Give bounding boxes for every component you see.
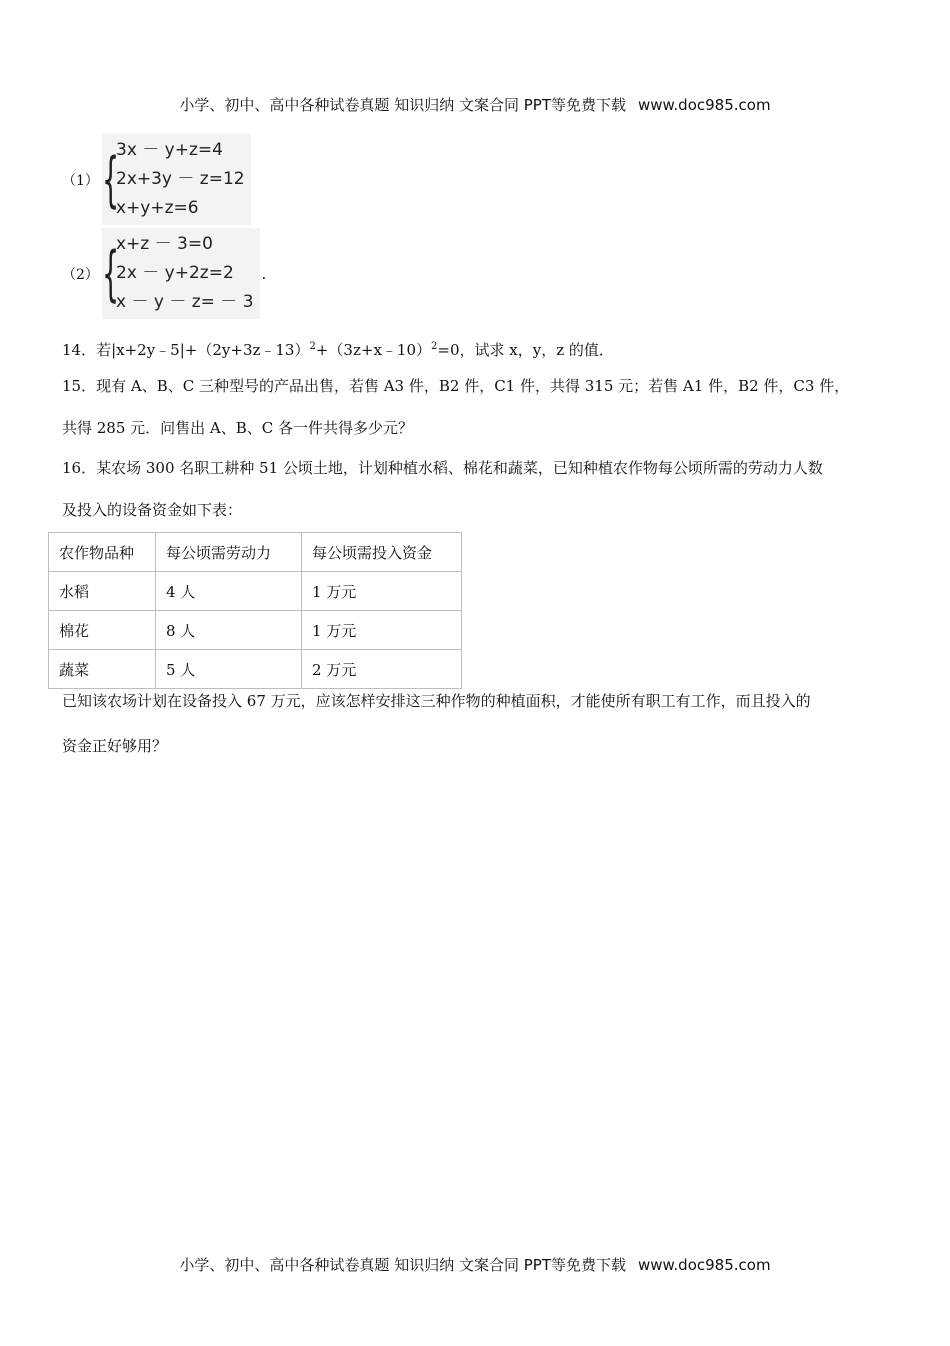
equation-system-1 [62, 134, 251, 225]
problem-14-exp2: 2 [431, 341, 438, 352]
system-1-eq-1: 3x － y+z=4 [116, 140, 223, 160]
table-row [49, 572, 462, 611]
table-header-row [49, 533, 462, 572]
problem-14-part2: +（3z+x﹣10） [315, 341, 431, 359]
table-cell: 棉花 [49, 611, 156, 650]
table-cell: 2 万元 [302, 650, 462, 689]
problem-16-line-2: 及投入的设备资金如下表： [62, 501, 243, 519]
table-row [49, 611, 462, 650]
system-2-eq-1: x+z － 3=0 [116, 234, 213, 254]
left-brace-icon: { [102, 144, 120, 215]
problem-15-line-1: 15．现有 A、B、C 三种型号的产品出售，若售 A3 件，B2 件，C1 件，共得 315 元；若售 A1 件，B2 件，C3 件， [62, 377, 850, 395]
problem-15-line-2: 共得 285 元．问售出 A、B、C 各一件共得多少元？ [62, 419, 414, 437]
system-2-period: . [261, 264, 267, 283]
problem-16-line-1: 16．某农场 300 名职工耕种 51 公顷土地，计划种植水稻、棉花和蔬菜，已知种植农作物每公顷所需的劳动力人数 [62, 459, 823, 477]
table-header-crop: 农作物品种 [49, 533, 156, 572]
banner-text: 小学、初中、高中各种试卷真题 知识归纳 文案合同 PPT等免费下载 [179, 96, 626, 114]
problem-14-part1: 14．若|x+2y﹣5|+（2y+3z﹣13） [62, 341, 310, 359]
table-cell: 蔬菜 [49, 650, 156, 689]
footer-banner [0, 1254, 950, 1275]
banner-text: 小学、初中、高中各种试卷真题 知识归纳 文案合同 PPT等免费下载 [179, 1256, 626, 1274]
problem-16-conclusion-line-2: 资金正好够用？ [62, 737, 168, 755]
problem-14-part3: =0，试求 x，y，z 的值． [437, 341, 614, 359]
table-cell: 4 人 [156, 572, 302, 611]
equation-system-2 [62, 228, 266, 319]
table-cell: 1 万元 [302, 572, 462, 611]
table-cell: 1 万元 [302, 611, 462, 650]
system-1-equations [102, 134, 251, 225]
problem-14-exp1: 2 [309, 341, 316, 352]
banner-site-link[interactable]: www.doc985.com [637, 96, 771, 114]
table-cell: 5 人 [156, 650, 302, 689]
table-header-funds: 每公顷需投入资金 [302, 533, 462, 572]
crop-table [48, 532, 462, 689]
table-cell: 水稻 [49, 572, 156, 611]
table-cell: 8 人 [156, 611, 302, 650]
table-header-labor: 每公顷需劳动力 [156, 533, 302, 572]
system-1-label: （1） [62, 172, 99, 189]
system-1-eq-2: 2x+3y － z=12 [116, 169, 245, 189]
header-banner [0, 94, 950, 115]
system-2-equations [102, 228, 260, 319]
table-row [49, 650, 462, 689]
system-2-eq-2: 2x － y+2z=2 [116, 263, 234, 283]
problem-16-conclusion-line-1: 已知该农场计划在设备投入 67 万元，应该怎样安排这三种作物的种植面积，才能使所有职工有工作，而且投入的 [62, 692, 811, 710]
banner-site-link[interactable]: www.doc985.com [637, 1256, 771, 1274]
system-2-eq-3: x － y － z= － 3 [116, 292, 254, 312]
system-1-eq-3: x+y+z=6 [116, 198, 199, 218]
problem-14 [62, 337, 892, 360]
system-2-label: （2） [62, 266, 99, 283]
left-brace-icon: { [102, 238, 120, 309]
